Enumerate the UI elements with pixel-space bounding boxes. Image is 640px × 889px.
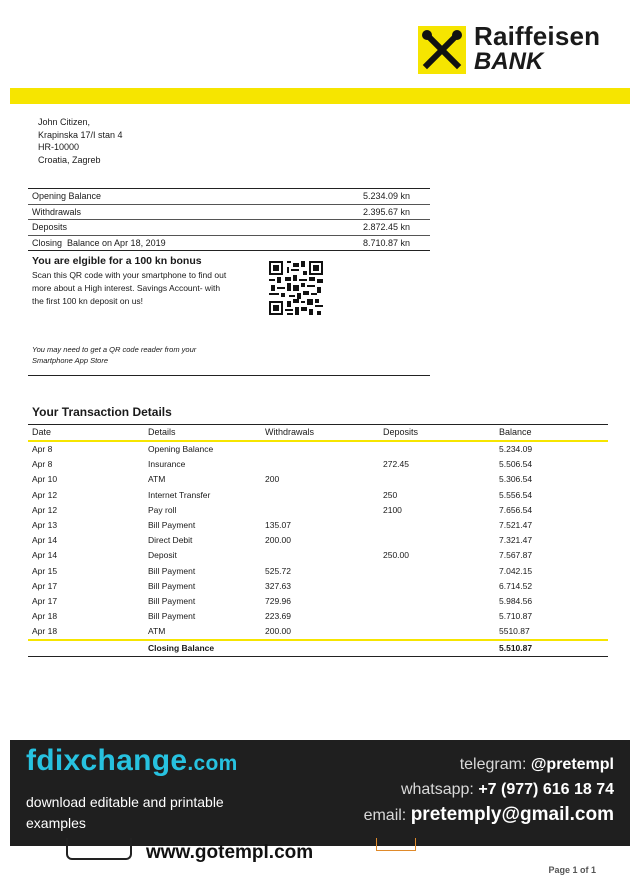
email-contact[interactable] — [364, 802, 614, 828]
cell-details: Bill Payment — [148, 580, 196, 591]
table-row — [28, 564, 608, 579]
header-withdrawals: Withdrawals — [265, 427, 315, 437]
cell-date: Apr 18 — [32, 626, 58, 637]
header-balance: Balance — [499, 427, 532, 437]
cell-date: Apr 12 — [32, 504, 58, 515]
bonus-title: You are elgible for a 100 kn bonus — [32, 255, 202, 267]
table-row — [28, 442, 608, 457]
table-row — [28, 488, 608, 503]
table-body — [28, 442, 608, 641]
whatsapp-contact[interactable] — [364, 777, 614, 802]
cell-balance: 5.234.09 — [499, 444, 533, 454]
summary-row — [28, 220, 430, 236]
cell-date: Apr 10 — [32, 474, 58, 485]
cell-balance: 5.306.54 — [499, 474, 533, 485]
cell-balance: 5.984.56 — [499, 595, 533, 606]
raiffeisen-logo-icon — [418, 26, 466, 74]
promo-brand-name: fdixchange — [26, 744, 188, 777]
cell-withdrawal: 135.07 — [265, 519, 291, 530]
cell-balance: 7.656.54 — [499, 504, 533, 515]
cell-details: Bill Payment — [148, 611, 196, 622]
cell-details: Deposit — [148, 550, 177, 561]
cell-details: Bill Payment — [148, 519, 196, 530]
summary-row — [28, 189, 430, 205]
email-label: email: — [363, 807, 411, 824]
promo-subtitle: download editable and printable examples — [26, 794, 224, 831]
cell-deposit — [383, 442, 499, 457]
cell-balance: 7.321.47 — [499, 535, 533, 546]
bank-name: Raiffeisen — [474, 21, 601, 51]
bonus-section — [28, 253, 430, 376]
promo-banner — [10, 740, 630, 846]
table-row — [28, 518, 608, 533]
cell-deposit — [383, 579, 499, 594]
cell-date: Apr 17 — [32, 580, 58, 591]
cell-details: Direct Debit — [148, 535, 193, 546]
cell-date: Apr 8 — [32, 444, 53, 454]
header-divider — [10, 88, 630, 104]
closing-balance-value: 5.510.87 — [499, 643, 533, 654]
cell-balance: 7.521.47 — [499, 519, 533, 530]
cell-deposit: 250 — [383, 489, 398, 500]
whatsapp-value: +7 (977) 616 18 74 — [478, 781, 614, 798]
transactions-title: Your Transaction Details — [32, 405, 172, 419]
summary-value: 2.872.45 kn — [363, 222, 411, 232]
cell-balance: 7.042.15 — [499, 565, 533, 576]
customer-name: John Citizen, — [38, 117, 91, 127]
cell-withdrawal: 525.72 — [265, 565, 291, 576]
bank-subname: BANK — [474, 48, 544, 75]
cell-withdrawal: 223.69 — [265, 611, 291, 622]
summary-label: Deposits — [32, 222, 68, 232]
table-row — [28, 609, 608, 624]
cell-deposit — [383, 609, 499, 624]
cell-date: Apr 18 — [32, 611, 58, 622]
cell-date: Apr 14 — [32, 535, 58, 546]
table-row — [28, 457, 608, 472]
cell-date: Apr 14 — [32, 550, 58, 561]
cell-deposit — [383, 518, 499, 533]
summary-label: Opening Balance — [32, 191, 102, 201]
whatsapp-label: whatsapp: — [400, 781, 479, 798]
header-details: Details — [148, 427, 176, 437]
promo-brand-suffix: .com — [187, 752, 238, 775]
cell-deposit: 272.45 — [383, 459, 409, 470]
decorative-frame — [66, 838, 132, 860]
cell-balance: 5.506.54 — [499, 459, 533, 470]
promo-brand[interactable] — [26, 744, 238, 778]
table-row — [28, 594, 608, 609]
cell-withdrawal — [265, 488, 383, 503]
page-number: Page 1 of 1 — [548, 865, 596, 875]
cell-withdrawal: 200.00 — [265, 535, 291, 546]
summary-label: Withdrawals — [32, 206, 82, 217]
address-line: Croatia, Zagreb — [38, 154, 101, 165]
telegram-value: @pretempl — [530, 756, 614, 773]
summary-label: Closing Balance on Apr 18, 2019 — [32, 237, 166, 248]
cell-empty — [265, 641, 383, 656]
cell-balance: 6.714.52 — [499, 580, 533, 591]
summary-row — [28, 236, 430, 252]
email-value: pretemply@gmail.com — [410, 804, 614, 825]
address-line: HR-10000 — [38, 142, 80, 152]
cell-empty — [383, 641, 499, 656]
cell-date: Apr 13 — [32, 519, 58, 530]
cell-balance: 7.567.87 — [499, 550, 533, 561]
cell-withdrawal — [265, 503, 383, 518]
table-row — [28, 472, 608, 487]
account-summary — [28, 188, 430, 251]
cell-details: Pay roll — [148, 504, 177, 515]
table-row — [28, 533, 608, 548]
bank-logo — [418, 22, 618, 80]
cell-withdrawal — [265, 457, 383, 472]
telegram-contact[interactable] — [364, 752, 614, 777]
cell-details: Bill Payment — [148, 595, 196, 606]
cell-withdrawal: 729.96 — [265, 595, 291, 606]
cell-deposit — [383, 594, 499, 609]
cell-deposit — [383, 564, 499, 579]
table-row — [28, 579, 608, 594]
customer-address — [38, 116, 123, 166]
cell-details: ATM — [148, 626, 166, 637]
cell-balance: 5.556.54 — [499, 489, 533, 500]
address-line: Krapinska 17/I stan 4 — [38, 129, 123, 140]
summary-value: 8.710.87 kn — [363, 237, 411, 248]
cell-deposit: 2100 — [383, 504, 402, 515]
cell-date: Apr 12 — [32, 489, 58, 500]
cell-withdrawal: 327.63 — [265, 580, 291, 591]
telegram-label: telegram: — [459, 756, 531, 773]
cell-withdrawal: 200.00 — [265, 626, 291, 637]
cell-deposit: 250.00 — [383, 550, 409, 561]
summary-value: 5.234.09 kn — [363, 191, 411, 201]
closing-balance-row — [28, 641, 608, 657]
bonus-note: You may need to get a QR code reader from your Smartphone App Store — [32, 345, 197, 365]
header-deposits: Deposits — [383, 427, 419, 437]
table-row — [28, 503, 608, 518]
bonus-text: Scan this QR code with your smartphone to find out more about a High interest. Savings Account- with the first 100 kn deposit on us! — [32, 270, 227, 306]
promo-contacts — [364, 752, 614, 828]
transactions-table — [28, 424, 608, 657]
cell-details: Internet Transfer — [148, 489, 211, 500]
summary-row — [28, 205, 430, 221]
cell-details: ATM — [148, 474, 166, 485]
cell-date: Apr 8 — [32, 459, 53, 470]
cell-balance: 5.710.87 — [499, 611, 533, 622]
cell-details: Opening Balance — [148, 444, 214, 454]
table-row — [28, 548, 608, 563]
cell-withdrawal — [265, 442, 383, 457]
summary-value: 2.395.67 kn — [363, 206, 411, 217]
header-date: Date — [32, 427, 52, 437]
cell-deposit — [383, 472, 499, 487]
cell-withdrawal — [265, 548, 383, 563]
table-header — [28, 425, 608, 442]
cell-details: Insurance — [148, 459, 186, 470]
qr-code-icon[interactable] — [269, 261, 323, 315]
cell-date: Apr 17 — [32, 595, 58, 606]
table-row — [28, 624, 608, 639]
decorative-frame — [376, 838, 416, 851]
cell-deposit — [383, 533, 499, 548]
closing-balance-label: Closing Balance — [148, 643, 215, 654]
cell-date: Apr 15 — [32, 565, 58, 576]
cell-withdrawal: 200 — [265, 474, 280, 485]
cell-deposit — [383, 624, 499, 639]
cell-details: Bill Payment — [148, 565, 196, 576]
cell-empty — [28, 641, 148, 656]
cell-balance: 5510.87 — [499, 626, 530, 637]
website-link[interactable]: www.gotempl.com — [146, 842, 314, 863]
